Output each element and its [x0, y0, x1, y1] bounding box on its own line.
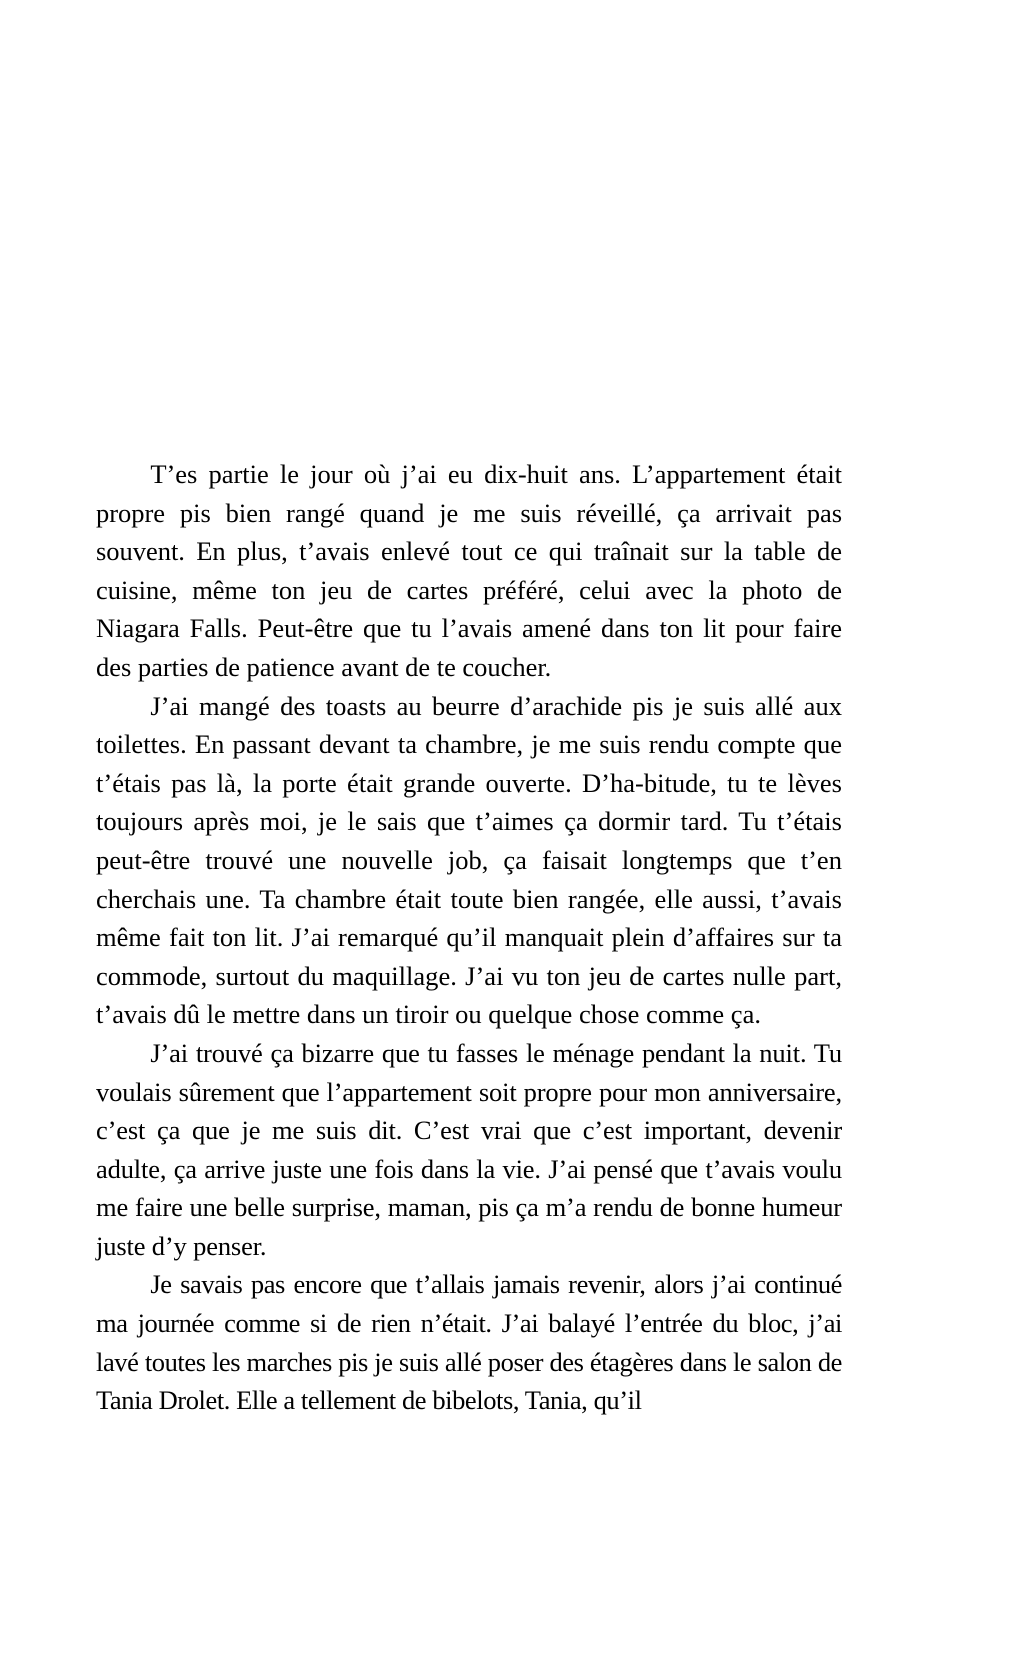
paragraph: T’es partie le jour où j’ai eu dix-huit ans. L’appartement était propre pis bien rangé quand je me suis réveillé, ça arrivait pas souvent. En plus, t’avais enlevé tout ce qui traînait sur la table de cuisine, même ton jeu de cartes préféré, celui avec la photo de Niagara Falls. Peut-être que tu l’avais amené dans ton lit pour faire des parties de patience avant de te coucher. — [96, 459, 842, 682]
paragraph: J’ai trouvé ça bizarre que tu fasses le ménage pendant la nuit. Tu voulais sûrement que l’appartement soit propre pour mon anniversaire, c’est ça que je me suis dit. C’est vrai que c’est important, devenir adulte, ça arrive juste une fois dans la vie. J’ai pensé que t’avais voulu me faire une belle surprise, maman, pis ça m’a rendu de bonne humeur juste d’y penser. — [96, 1037, 842, 1261]
paragraph: Je savais pas encore que t’allais jamais revenir, alors j’ai continué ma journée comme si de rien n’était. J’ai balayé l’entrée du bloc, j’ai lavé toutes les marches pis je suis allé poser des étagères dans le salon de Tania Drolet. Elle a tellement de bibelots, Tania, qu’il — [96, 1269, 842, 1416]
page-text-block — [96, 455, 842, 1420]
paragraph: J’ai mangé des toasts au beurre d’arachide pis je suis allé aux toilettes. En passant devant ta chambre, je me suis rendu compte que t’étais pas là, la porte était grande ouverte. D’ha-bitude, tu te lèves toujours après moi, je le sais que t’aimes ça dormir tard. Tu t’étais peut-être trouvé une nouvelle job, ça faisait longtemps que t’en cherchais une. Ta chambre était toute bien rangée, elle aussi, t’avais même fait ton lit. J’ai remarqué qu’il manquait plein d’affaires sur ta commode, surtout du maquillage. J’ai vu ton jeu de cartes nulle part, t’avais dû le mettre dans un tiroir ou quelque chose comme ça. — [96, 690, 842, 1030]
